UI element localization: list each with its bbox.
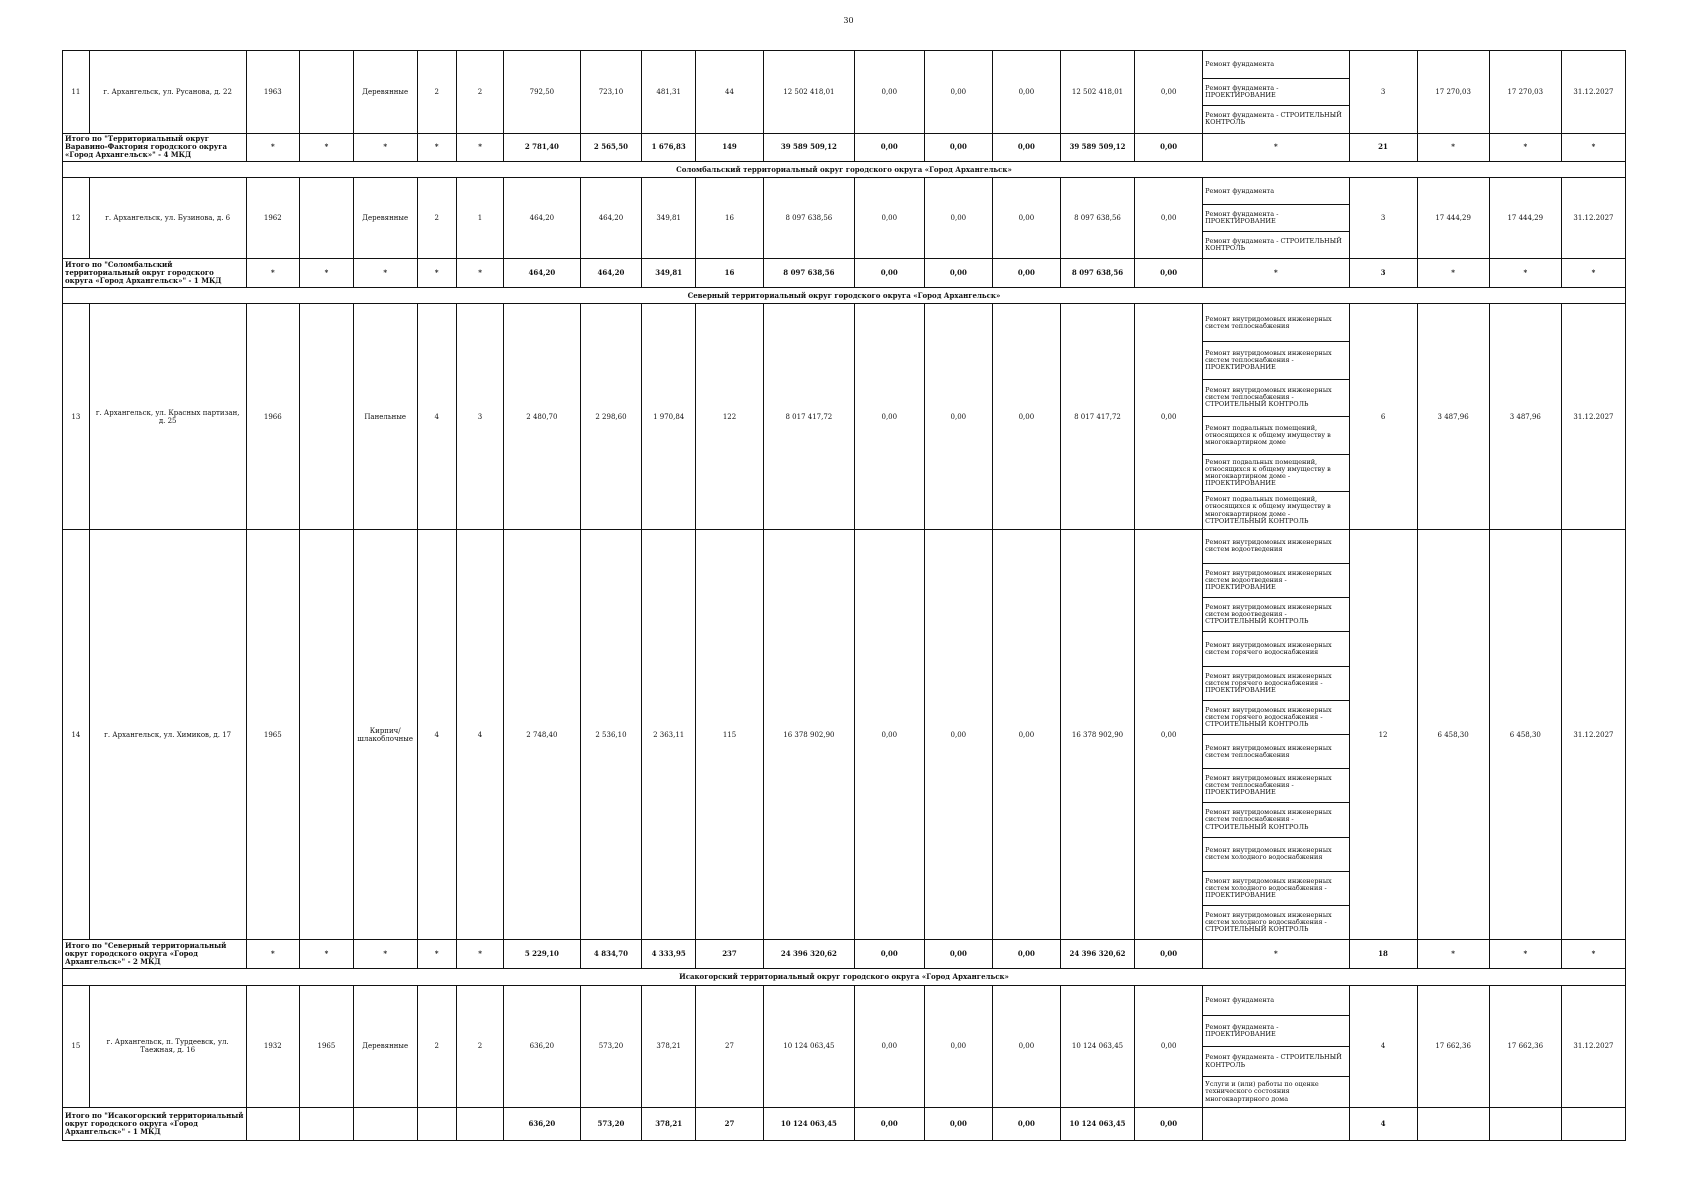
work-item: Ремонт внутридомовых инженерных систем теплоснабжения - СТРОИТЕЛЬНЫЙ КОНТРОЛЬ [1203,380,1348,418]
fund-3: 0,00 [992,51,1060,134]
mark: * [417,258,456,287]
year-reconstruction: 1965 [300,985,354,1107]
mark: * [1203,258,1349,287]
mark: * [353,940,417,969]
mark: * [1417,133,1489,161]
deadline: 31.12.2027 [1561,178,1625,259]
works-cell [1203,51,1349,134]
entrances: 3 [456,304,503,529]
cost-total: 10 124 063,45 [764,1107,855,1140]
cost-total: 16 378 902,90 [764,529,855,940]
table-row [63,178,1626,259]
floors: 4 [417,529,456,940]
mark: * [456,258,503,287]
mark: * [417,133,456,161]
area-living: 2 565,50 [580,133,642,161]
mark: * [1489,940,1561,969]
fund-2: 0,00 [924,178,992,259]
table-row [63,304,1626,529]
row-number: 11 [63,51,90,134]
fund-1: 0,00 [854,133,924,161]
area-total: 636,20 [504,1107,580,1140]
fund-1: 0,00 [854,985,924,1107]
area-residential: 349,81 [642,178,696,259]
max-cost: 17 662,36 [1489,985,1561,1107]
work-item: Ремонт фундамента - ПРОЕКТИРОВАНИЕ [1203,79,1348,107]
work-item: Ремонт фундамента - СТРОИТЕЛЬНЫЙ КОНТРОЛЬ [1205,236,1342,252]
cost-total: 24 396 320,62 [764,940,855,969]
fund-owners: 16 378 902,90 [1060,529,1134,940]
floors: 4 [417,304,456,529]
table-row [63,985,1626,1107]
mark: * [456,133,503,161]
work-item: Ремонт внутридомовых инженерных систем теплоснабжения - ПРОЕКТИРОВАНИЕ [1203,769,1348,803]
fund-1: 0,00 [854,178,924,259]
cost-total: 8 017 417,72 [764,304,855,529]
year-built: 1962 [246,178,300,259]
mark: * [246,940,300,969]
area-living: 573,20 [580,985,642,1107]
fund-owners: 10 124 063,45 [1060,985,1134,1107]
work-item: Ремонт подвальных помещений, относящихся к общему имуществу в многоквартирном доме - СТРОИТЕЛЬНЫЙ КОНТРОЛЬ [1205,495,1331,525]
mark: * [1561,133,1625,161]
area-living: 2 536,10 [580,529,642,940]
residents: 16 [695,178,763,259]
area-living: 2 298,60 [580,304,642,529]
total-label: Итого по "Соломбальский территориальный округ городского округа «Город Архангельск»" - 1 МКД [63,258,247,287]
year-built: 1932 [246,985,300,1107]
area-total: 2 748,40 [504,529,580,940]
total-label: Итого по "Северный территориальный округ городского округа «Город Архангельск»" - 2 МКД [63,940,247,969]
row-number: 14 [63,529,90,940]
district-header [63,969,1626,986]
area-residential: 1 970,84 [642,304,696,529]
work-item: Услуги и (или) работы по оценке технического состояния многоквартирного дома [1205,1080,1319,1103]
fund-2: 0,00 [924,304,992,529]
mark [353,1107,417,1140]
mark [1203,1107,1349,1140]
fund-2: 0,00 [924,529,992,940]
fund-3: 0,00 [992,1107,1060,1140]
work-item: Ремонт фундамента [1203,51,1348,79]
district-title: Соломбальский территориальный округ городского округа «Город Архангельск» [63,161,1626,178]
fund-1: 0,00 [854,940,924,969]
residents: 16 [695,258,763,287]
fund-5: 0,00 [1135,133,1203,161]
mark: * [246,258,300,287]
cost-total: 39 589 509,12 [764,133,855,161]
residents: 115 [695,529,763,940]
units: 12 [1349,529,1417,940]
work-item: Ремонт внутридомовых инженерных систем холодного водоснабжения - СТРОИТЕЛЬНЫЙ КОНТРОЛЬ [1205,910,1332,934]
entrances: 1 [456,178,503,259]
wall-material: Деревянные [353,985,417,1107]
work-item: Ремонт внутридомовых инженерных систем водоотведения - ПРОЕКТИРОВАНИЕ [1203,564,1348,598]
work-item: Ремонт внутридомовых инженерных систем теплоснабжения [1203,735,1348,769]
fund-1: 0,00 [854,304,924,529]
address: г. Архангельск, ул. Русанова, д. 22 [89,51,246,134]
address: г. Архангельск, ул. Красных партизан, д. 25 [89,304,246,529]
page-number: 30 [843,16,854,25]
works-cell [1203,178,1349,259]
mark [1489,1107,1561,1140]
fund-3: 0,00 [992,940,1060,969]
deadline: 31.12.2027 [1561,51,1625,134]
fund-3: 0,00 [992,304,1060,529]
area-total: 464,20 [504,178,580,259]
residents: 237 [695,940,763,969]
district-header [63,161,1626,178]
fund-1: 0,00 [854,51,924,134]
mark: * [246,133,300,161]
cost-total: 8 097 638,56 [764,178,855,259]
fund-5: 0,00 [1135,51,1203,134]
work-item: Ремонт внутридомовых инженерных систем теплоснабжения - ПРОЕКТИРОВАНИЕ [1203,342,1348,380]
unit-cost: 6 458,30 [1417,529,1489,940]
cost-total: 12 502 418,01 [764,51,855,134]
mark [300,1107,354,1140]
fund-owners: 39 589 509,12 [1060,133,1134,161]
mark: * [1417,940,1489,969]
fund-2: 0,00 [924,940,992,969]
mark: * [1489,258,1561,287]
work-item: Ремонт внутридомовых инженерных систем теплоснабжения - СТРОИТЕЛЬНЫЙ КОНТРОЛЬ [1203,803,1348,837]
area-residential: 349,81 [642,258,696,287]
table-row [63,529,1626,940]
residents: 122 [695,304,763,529]
area-total: 2 480,70 [504,304,580,529]
fund-5: 0,00 [1135,529,1203,940]
residents: 149 [695,133,763,161]
units: 3 [1349,51,1417,134]
year-built: 1965 [246,529,300,940]
total-row [63,258,1626,287]
deadline: 31.12.2027 [1561,304,1625,529]
fund-owners: 12 502 418,01 [1060,51,1134,134]
area-residential: 2 363,11 [642,529,696,940]
entrances: 2 [456,985,503,1107]
mark [456,1107,503,1140]
fund-5: 0,00 [1135,304,1203,529]
work-item: Ремонт подвальных помещений, относящихся к общему имуществу в многоквартирном доме - ПРОЕКТИРОВАНИЕ [1203,455,1348,493]
entrances: 2 [456,51,503,134]
mark: * [417,940,456,969]
table-row [63,51,1626,134]
units: 6 [1349,304,1417,529]
unit-cost: 17 444,29 [1417,178,1489,259]
fund-3: 0,00 [992,258,1060,287]
fund-3: 0,00 [992,529,1060,940]
area-living: 464,20 [580,178,642,259]
year-built: 1963 [246,51,300,134]
mark: * [353,133,417,161]
address: г. Архангельск, ул. Бузинова, д. 6 [89,178,246,259]
year-built: 1966 [246,304,300,529]
cost-total: 8 097 638,56 [764,258,855,287]
fund-3: 0,00 [992,985,1060,1107]
works-cell [1203,985,1349,1107]
fund-owners: 8 097 638,56 [1060,178,1134,259]
mark: * [1489,133,1561,161]
work-item: Ремонт фундамента - СТРОИТЕЛЬНЫЙ КОНТРОЛЬ [1203,1047,1348,1078]
residents: 27 [695,1107,763,1140]
area-total: 636,20 [504,985,580,1107]
work-item: Ремонт внутридомовых инженерных систем водоотведения - СТРОИТЕЛЬНЫЙ КОНТРОЛЬ [1203,598,1348,632]
area-living: 464,20 [580,258,642,287]
area-living: 723,10 [580,51,642,134]
fund-owners: 24 396 320,62 [1060,940,1134,969]
work-item: Ремонт внутридомовых инженерных систем горячего водоснабжения - ПРОЕКТИРОВАНИЕ [1203,667,1348,701]
fund-2: 0,00 [924,258,992,287]
units: 3 [1349,178,1417,259]
fund-1: 0,00 [854,1107,924,1140]
fund-owners: 8 097 638,56 [1060,258,1134,287]
mark: * [1561,940,1625,969]
wall-material: Деревянные [353,178,417,259]
fund-2: 0,00 [924,133,992,161]
works-cell [1203,529,1349,940]
year-reconstruction [300,178,354,259]
mark: * [300,940,354,969]
fund-5: 0,00 [1135,258,1203,287]
row-number: 15 [63,985,90,1107]
area-total: 792,50 [504,51,580,134]
deadline: 31.12.2027 [1561,985,1625,1107]
fund-owners: 10 124 063,45 [1060,1107,1134,1140]
fund-1: 0,00 [854,529,924,940]
fund-owners: 8 017 417,72 [1060,304,1134,529]
housing-repair-table [62,50,1626,1141]
total-row [63,1107,1626,1140]
fund-1: 0,00 [854,258,924,287]
unit-cost: 17 270,03 [1417,51,1489,134]
work-item: Ремонт внутридомовых инженерных систем водоотведения [1203,530,1348,564]
area-total: 464,20 [504,258,580,287]
total-label: Итого по "Территориальный округ Варавино-Фактория городского округа «Город Архангельск»" - 4 МКД [63,133,247,161]
work-item: Ремонт фундамента [1203,986,1348,1017]
area-residential: 378,21 [642,1107,696,1140]
area-living: 573,20 [580,1107,642,1140]
max-cost: 6 458,30 [1489,529,1561,940]
total-row [63,940,1626,969]
total-row [63,133,1626,161]
district-title: Исакогорский территориальный округ городского округа «Город Архангельск» [63,969,1626,986]
max-cost: 17 444,29 [1489,178,1561,259]
mark: * [300,258,354,287]
max-cost: 3 487,96 [1489,304,1561,529]
work-item: Ремонт внутридомовых инженерных систем холодного водоснабжения - ПРОЕКТИРОВАНИЕ [1203,872,1348,906]
units: 21 [1349,133,1417,161]
works-cell [1203,304,1349,529]
floors: 2 [417,985,456,1107]
units: 4 [1349,1107,1417,1140]
work-item: Ремонт фундамента [1203,178,1348,205]
district-title: Северный территориальный округ городского округа «Город Архангельск» [63,287,1626,304]
row-number: 13 [63,304,90,529]
wall-material: Панельные [353,304,417,529]
area-living: 4 834,70 [580,940,642,969]
residents: 44 [695,51,763,134]
wall-material: Деревянные [353,51,417,134]
mark: * [456,940,503,969]
area-residential: 1 676,83 [642,133,696,161]
fund-5: 0,00 [1135,1107,1203,1140]
mark [1561,1107,1625,1140]
fund-2: 0,00 [924,985,992,1107]
work-item: Ремонт фундамента - ПРОЕКТИРОВАНИЕ [1203,1016,1348,1047]
max-cost: 17 270,03 [1489,51,1561,134]
mark: * [1203,940,1349,969]
fund-3: 0,00 [992,178,1060,259]
area-total: 2 781,40 [504,133,580,161]
fund-2: 0,00 [924,1107,992,1140]
mark: * [353,258,417,287]
units: 4 [1349,985,1417,1107]
mark [1417,1107,1489,1140]
mark: * [1417,258,1489,287]
mark: * [1561,258,1625,287]
year-reconstruction [300,304,354,529]
total-label: Итого по "Исакогорский территориальный округ городского округа «Город Архангельск»" - 1 МКД [63,1107,247,1140]
mark: * [300,133,354,161]
fund-2: 0,00 [924,51,992,134]
mark [246,1107,300,1140]
work-item: Ремонт фундамента - СТРОИТЕЛЬНЫЙ КОНТРОЛЬ [1205,111,1342,127]
units: 3 [1349,258,1417,287]
area-residential: 378,21 [642,985,696,1107]
residents: 27 [695,985,763,1107]
year-reconstruction [300,529,354,940]
work-item: Ремонт внутридомовых инженерных систем теплоснабжения [1203,304,1348,342]
row-number: 12 [63,178,90,259]
fund-5: 0,00 [1135,940,1203,969]
fund-5: 0,00 [1135,985,1203,1107]
units: 18 [1349,940,1417,969]
year-reconstruction [300,51,354,134]
work-item: Ремонт внутридомовых инженерных систем горячего водоснабжения [1203,632,1348,666]
work-item: Ремонт внутридомовых инженерных систем холодного водоснабжения [1203,838,1348,872]
fund-5: 0,00 [1135,178,1203,259]
unit-cost: 3 487,96 [1417,304,1489,529]
area-residential: 481,31 [642,51,696,134]
wall-material: Кирпич/ шлакоблочные [353,529,417,940]
unit-cost: 17 662,36 [1417,985,1489,1107]
mark [417,1107,456,1140]
deadline: 31.12.2027 [1561,529,1625,940]
cost-total: 10 124 063,45 [764,985,855,1107]
district-header [63,287,1626,304]
address: г. Архангельск, ул. Химиков, д. 17 [89,529,246,940]
work-item: Ремонт внутридомовых инженерных систем горячего водоснабжения - СТРОИТЕЛЬНЫЙ КОНТРОЛЬ [1203,701,1348,735]
area-residential: 4 333,95 [642,940,696,969]
floors: 2 [417,178,456,259]
work-item: Ремонт подвальных помещений, относящихся к общему имуществу в многоквартирном доме [1203,417,1348,455]
work-item: Ремонт фундамента - ПРОЕКТИРОВАНИЕ [1203,205,1348,232]
floors: 2 [417,51,456,134]
mark: * [1203,133,1349,161]
area-total: 5 229,10 [504,940,580,969]
entrances: 4 [456,529,503,940]
fund-3: 0,00 [992,133,1060,161]
address: г. Архангельск, п. Турдеевск, ул. Таежная, д. 16 [89,985,246,1107]
